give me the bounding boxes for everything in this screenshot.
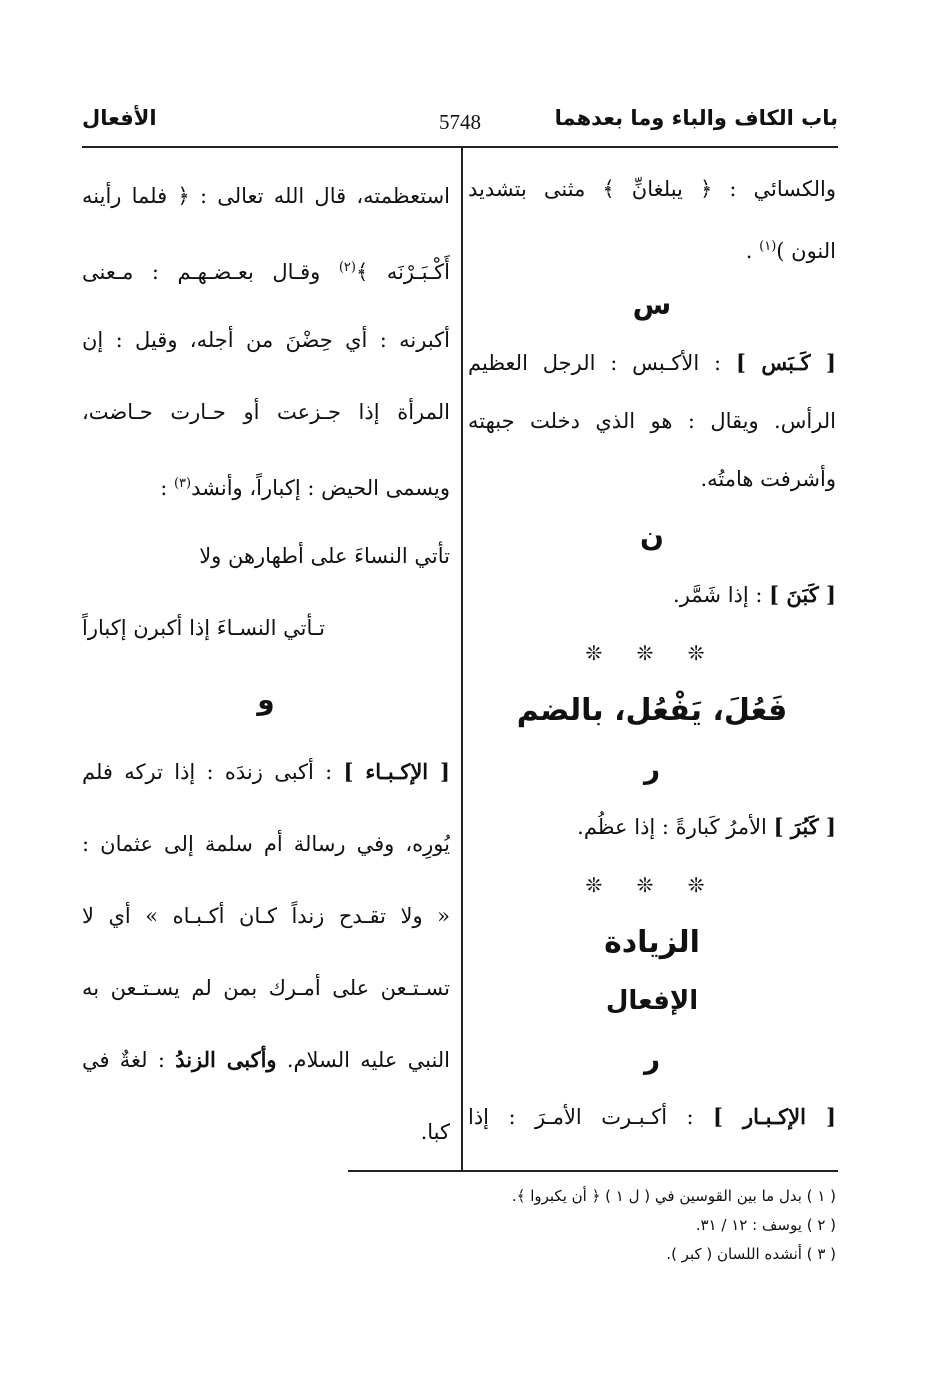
- chapter-title: باب الكاف والباء وما بعدهما: [554, 106, 838, 130]
- text-line: تسـتـعن على أمـرك بمن لم يسـتـعن به: [82, 976, 450, 1000]
- footnote: ( ٣ ) أنشده اللسان ( كبر ).: [666, 1245, 836, 1263]
- text-line: يُورِه، وفي رسالة أم سلمة إلى عثمان :: [82, 832, 450, 856]
- subsection-heading: الإفعال: [605, 986, 699, 1016]
- verse-line: تـأتي النسـاءَ إذا أكبرن إكباراً: [82, 616, 325, 640]
- text-line: المرأة إذا جـزعت أو حـارت حـاضت،: [82, 400, 450, 424]
- entry-headword: [ الإكـبـار ]: [712, 1104, 836, 1129]
- verse-line: تأتي النساءَ على أطهارهن ولا: [199, 544, 450, 568]
- text-line: « ولا تقـدح زنداً كـان أكـبـاه » أي لا: [82, 904, 450, 928]
- separator-stars: ❊ ❊ ❊: [585, 641, 719, 665]
- letter-heading: ر: [643, 752, 661, 785]
- text: أَكْـبَـرْنَه ﴾: [355, 260, 450, 284]
- text: وقـال بعـضـهـم : مـعنى: [82, 260, 321, 284]
- page-number: 5748: [439, 110, 481, 134]
- text: : أكبى زندَه : إذا تركه فلم: [82, 760, 333, 784]
- text: : الأكـبس : الرجل العظيم: [468, 351, 722, 375]
- text: ويسمى الحيض : إكباراً، وأنشد: [191, 476, 450, 500]
- footnote-ref: (٢): [338, 260, 356, 275]
- text: الأمرُ كَبارةً : إذا عظُم.: [577, 815, 767, 839]
- footnotes: [236, 1182, 836, 1269]
- text-line: كبا.: [420, 1120, 450, 1144]
- footnote: ( ١ ) بدل ما بين القوسين في ( ل ١ ) ﴿ أن يكبروا ﴾.: [511, 1187, 836, 1205]
- text: : أكـبـرت الأمـرَ : إذا: [468, 1105, 694, 1129]
- text: : لغةٌ في: [82, 1048, 165, 1072]
- entry-headword: [ كَبَنَ ]: [769, 582, 836, 607]
- letter-heading: ر: [643, 1042, 661, 1075]
- entry-line: [468, 1088, 836, 1146]
- text-line: [82, 232, 450, 304]
- left-column: [82, 160, 450, 1168]
- text-line: [82, 1024, 450, 1096]
- text-line: أكبرنه : أي حِضْنَ من أجله، وقيل : إن: [82, 328, 450, 352]
- text: النون ): [776, 239, 836, 263]
- letter-heading: س: [632, 288, 672, 321]
- section-title: الأفعال: [82, 106, 157, 130]
- column-divider: [461, 148, 463, 1170]
- text-line: [468, 218, 836, 276]
- entry-headword: [ الإكـبـاء ]: [343, 759, 450, 784]
- text-line: وأشرفت هامتُه.: [700, 467, 836, 491]
- text-line: [82, 448, 450, 520]
- entry-line: [468, 334, 836, 392]
- entry-headword: [ كَبُرَ ]: [773, 814, 836, 839]
- separator-stars: ❊ ❊ ❊: [585, 873, 719, 897]
- bold-term: وأكبى الزندُ: [175, 1047, 277, 1072]
- letter-heading: و: [257, 683, 275, 716]
- text: :: [160, 476, 168, 500]
- entry-line: [82, 736, 450, 808]
- pattern-heading: فَعُلَ، يَفْعُل، بالضم: [516, 693, 788, 728]
- footnote-rule: [348, 1170, 838, 1172]
- entry-headword: [ كَـبَس ]: [735, 350, 836, 375]
- text-line: الرأس. ويقال : هو الذي دخلت جبهته: [468, 409, 836, 433]
- letter-heading: ن: [640, 520, 664, 553]
- footnote-ref: (١): [759, 239, 777, 254]
- entry-line: [468, 798, 836, 856]
- text: النبي عليه السلام.: [286, 1048, 450, 1072]
- footnote-ref: (٣): [173, 476, 192, 491]
- running-header: [82, 106, 838, 148]
- text-line: والكسائي : ﴿ يبلغانِّ ﴾ مثنى بتشديد: [468, 177, 836, 201]
- text: .: [745, 239, 753, 263]
- text: : إذا شَمَّر.: [673, 583, 763, 607]
- entry-line: [468, 566, 836, 624]
- footnote: ( ٢ ) يوسف : ١٢ / ٣١.: [695, 1216, 836, 1234]
- text-line: استعظمته، قال الله تعالى : ﴿ فلما رأينه: [82, 184, 450, 208]
- right-column: [468, 160, 836, 1146]
- section-heading: الزيادة: [604, 925, 700, 960]
